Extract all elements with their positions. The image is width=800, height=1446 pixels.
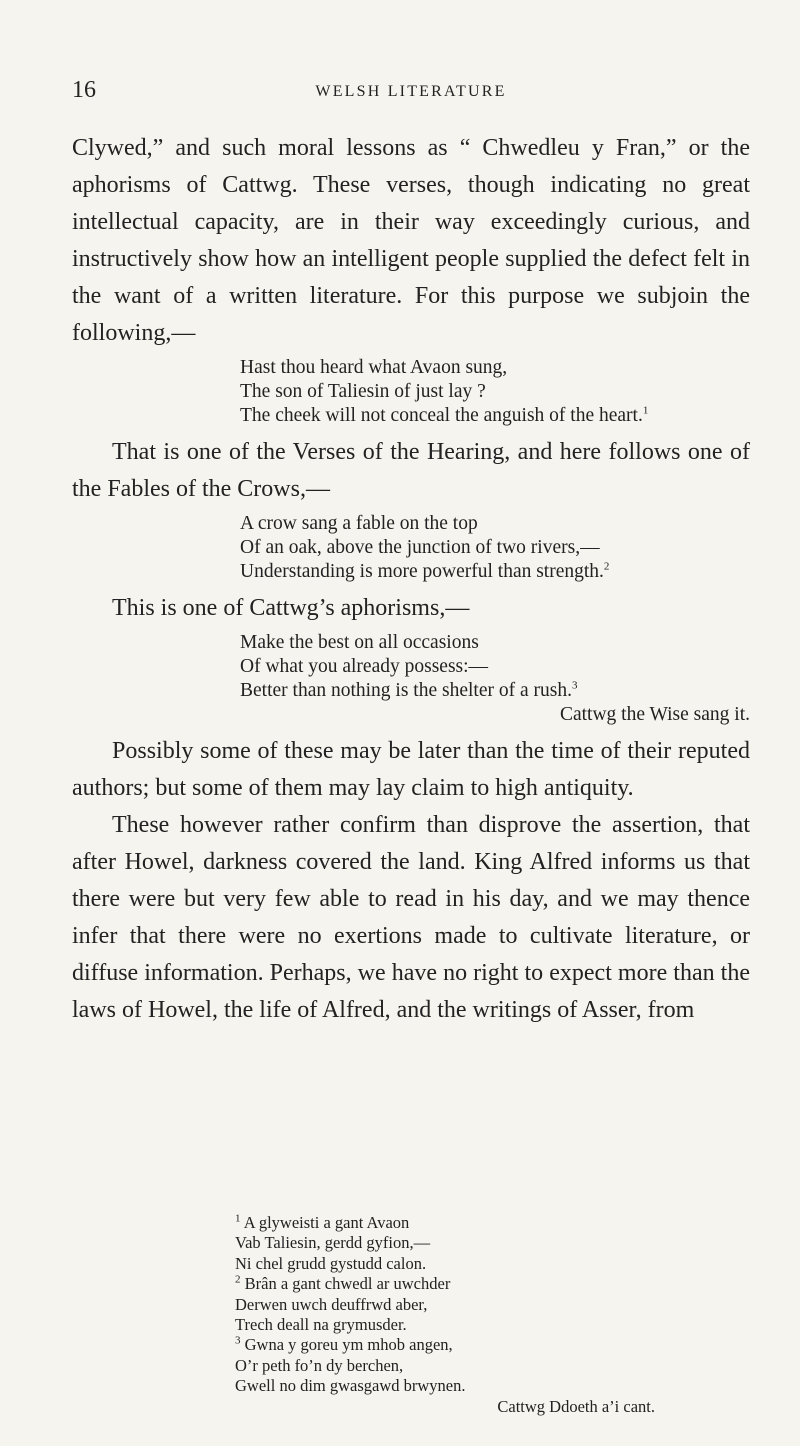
- verse-block: [72, 631, 750, 727]
- paragraph: That is one of the Verses of the Hearing, and here follows one of the Fables of the Crows,—: [72, 439, 750, 502]
- running-head: WELSH LITERATURE: [315, 83, 507, 100]
- footnote-ref[interactable]: 2: [603, 560, 610, 573]
- footnote-line: O’r peth fo’n dy berchen,: [235, 1355, 404, 1375]
- footnotes: [235, 1213, 655, 1417]
- verse-line: A crow sang a fable on the top: [240, 513, 478, 534]
- footnote-line: $^3$ Gwna y goreu ym mhob angen,: [235, 1334, 453, 1355]
- verse-line: Of an oak, above the junction of two rivers,—: [240, 537, 600, 558]
- footnote-ref[interactable]: 1: [642, 404, 649, 417]
- verse-block: [72, 512, 750, 584]
- verse-line: Understanding is more powerful than strength.$^2$: [240, 560, 610, 582]
- paragraph: These however rather confirm than disprove the assertion, that after Howel, darkness covered the land. King Alfred informs us that there were but very few able to read in his day, and we may thence infer that there were no exertions made to cultivate literature, or diffuse information. Perhaps, we have no right to expect more than the laws of Howel, the life of Alfred, and the writings of Asser, from: [72, 812, 750, 1023]
- footnote-marker: 1: [235, 1212, 241, 1225]
- footnote-marker: 3: [235, 1334, 241, 1347]
- verse-block: [72, 356, 750, 428]
- footnote-line: Ni chel grudd gystudd calon.: [235, 1253, 427, 1273]
- verse-line: Of what you already possess:—: [240, 656, 489, 677]
- verse-line: The cheek will not conceal the anguish of the heart.$^1$: [240, 404, 649, 426]
- footnote-attribution: Cattwg Ddoeth a’i cant.: [497, 1396, 655, 1416]
- paragraph: Clywed,” and such moral lessons as “ Chwedleu y Fran,” or the aphorisms of Cattwg. These verses, though indicating no great intellectual capacity, are in their way exceedingly curious, and instructively show how an intelligent people supplied the defect felt in the want of a written literature. For this purpose we subjoin the following,—: [72, 135, 750, 346]
- main-text: [72, 130, 750, 1029]
- verse-line: The son of Taliesin of just lay ?: [240, 381, 486, 402]
- page-number: 16: [72, 77, 96, 103]
- paragraph: This is one of Cattwg’s aphorisms,—: [112, 595, 470, 621]
- footnote-ref[interactable]: 3: [571, 679, 578, 692]
- footnote-line: Trech deall na grymusder.: [235, 1315, 407, 1335]
- footnote-line: $^2$ Brân a gant chwedl ar uwchder: [235, 1273, 451, 1294]
- verse-line: Hast thou heard what Avaon sung,: [240, 357, 508, 378]
- footnote-marker: 2: [235, 1273, 241, 1286]
- footnote-line: Derwen uwch deuffrwd aber,: [235, 1294, 428, 1314]
- verse-line: Make the best on all occasions: [240, 632, 479, 653]
- page-header: [72, 77, 750, 111]
- footnote-line: Vab Taliesin, gerdd gyfion,—: [235, 1233, 431, 1253]
- paragraph: Possibly some of these may be later than the time of their reputed authors; but some of them may lay claim to high antiquity.: [72, 738, 750, 801]
- verse-attribution: Cattwg the Wise sang it.: [559, 704, 750, 725]
- footnote-line: $^1$ A glyweisti a gant Avaon: [235, 1212, 410, 1232]
- footnote-line: Gwell no dim gwasgawd brwynen.: [235, 1376, 466, 1396]
- verse-line: Better than nothing is the shelter of a rush.$^3$: [240, 679, 578, 701]
